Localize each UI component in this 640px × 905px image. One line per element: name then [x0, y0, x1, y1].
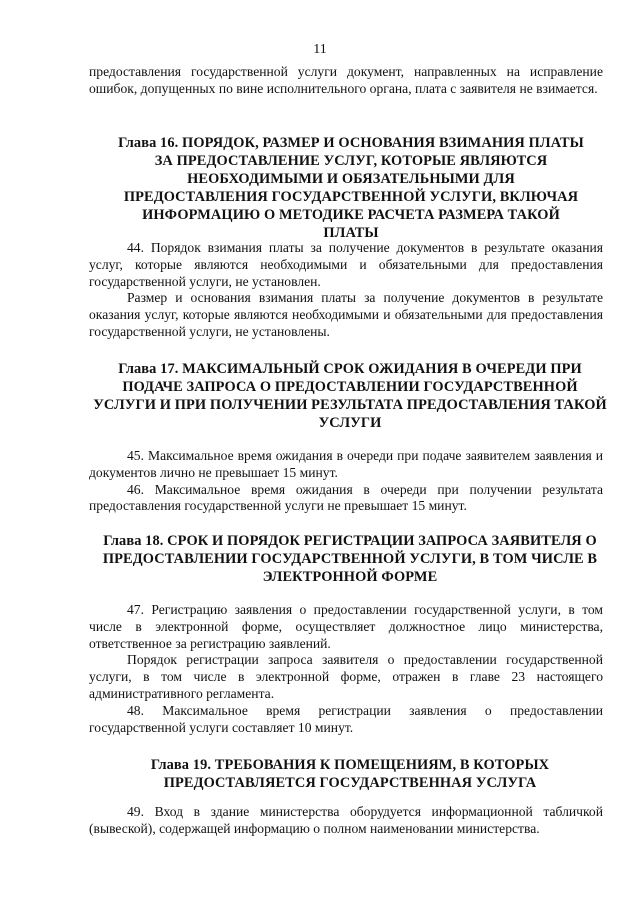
paragraph-47: 47. Регистрацию заявления о предоставлении государственной услуги, в том числе в электронной форме, осуществляет должностное лицо министерства, ответственное за регистрацию заявлений. [89, 602, 603, 651]
chapter-19-heading-block [150, 756, 550, 792]
chapter-17-heading-block [92, 360, 608, 432]
paragraph-48: 48. Максимальное время регистрации заявления о предоставлении государственной услуги составляет 10 минут. [89, 702, 603, 735]
chapter-16-heading: Глава 16. ПОРЯДОК, РАЗМЕР И ОСНОВАНИЯ ВЗИМАНИЯ ПЛАТЫ ЗА ПРЕДОСТАВЛЕНИЕ УСЛУГ, КОТОРЫЕ ЯВЛЯЮТСЯ НЕОБХОДИМЫМИ И ОБЯЗАТЕЛЬНЫМИ ДЛЯ ПРЕДОСТАВЛЕНИЯ ГОСУДАРСТВЕННОЙ УСЛУГИ, ВКЛЮЧАЯ ИНФОРМАЦИЮ О МЕТОДИКЕ РАСЧЕТА РАЗМЕРА ТАКОЙ ПЛАТЫ [118, 135, 584, 241]
chapter-17-heading: Глава 17. МАКСИМАЛЬНЫЙ СРОК ОЖИДАНИЯ В ОЧЕРЕДИ ПРИ ПОДАЧЕ ЗАПРОСА О ПРЕДОСТАВЛЕНИИ ГОСУДАРСТВЕННОЙ УСЛУГИ И ПРИ ПОЛУЧЕНИИ РЕЗУЛЬТАТА ПРЕДОСТАВЛЕНИЯ ТАКОЙ УСЛУГИ [93, 361, 607, 431]
chapter-18-heading-block [94, 532, 606, 586]
chapter-19-heading: Глава 19. ТРЕБОВАНИЯ К ПОМЕЩЕНИЯМ, В КОТОРЫХ ПРЕДОСТАВЛЯЕТСЯ ГОСУДАРСТВЕННАЯ УСЛУГА [150, 757, 550, 791]
paragraph-47-cont: Порядок регистрации запроса заявителя о предоставлении государственной услуги, в том числе в электронной форме, отражен в главе 23 настоящего административного регламента. [89, 652, 603, 701]
paragraph-45: 45. Максимальное время ожидания в очереди при подаче заявителем заявления и документов лично не превышает 15 минут. [89, 448, 603, 480]
chapter-16-body [89, 240, 603, 341]
paragraph-44: 44. Порядок взимания платы за получение документов в результате оказания услуг, которые являются необходимыми и обязательными для предоставления государственной услуги, не установлен. [89, 240, 603, 289]
chapter-16-heading-block [118, 134, 584, 242]
intro-paragraph: предоставления государственной услуги документ, направленных на исправление ошибок, допущенных по вине исполнительного органа, плата с заявителя не взимается. [89, 64, 603, 96]
chapter-19-body [89, 804, 603, 838]
paragraph-46: 46. Максимальное время ожидания в очереди при получении результата предоставления государственной услуги не превышает 15 минут. [89, 481, 603, 514]
intro-block [89, 64, 603, 98]
chapter-18-body [89, 602, 603, 736]
chapter-18-heading: Глава 18. СРОК И ПОРЯДОК РЕГИСТРАЦИИ ЗАПРОСА ЗАЯВИТЕЛЯ О ПРЕДОСТАВЛЕНИИ ГОСУДАРСТВЕННОЙ УСЛУГИ, В ТОМ ЧИСЛЕ В ЭЛЕКТРОННОЙ ФОРМЕ [102, 533, 598, 585]
paragraph-44-cont: Размер и основания взимания платы за получение документов в результате оказания услуг, которые являются необходимыми и обязательными для предоставления государственной услуги, не установлены. [89, 290, 603, 339]
chapter-17-body [89, 448, 603, 515]
page-number: 11 [313, 42, 327, 57]
paragraph-49: 49. Вход в здание министерства оборудуется информационной табличкой (вывеской), содержащей информацию о полном наименовании министерства. [89, 804, 603, 836]
